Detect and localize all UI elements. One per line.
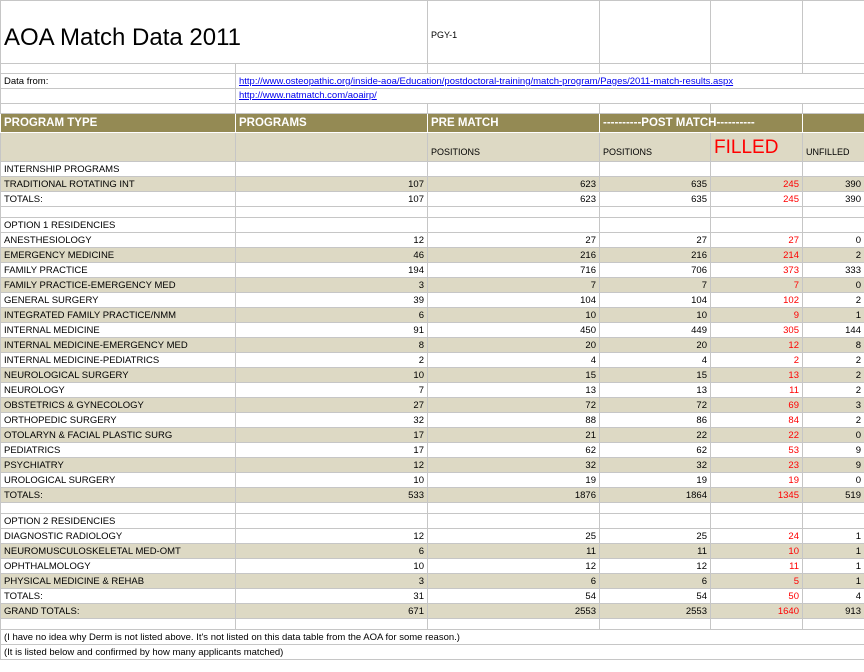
pre-match-positions-cell[interactable]: 27 [428, 233, 600, 248]
empty-cell[interactable] [428, 619, 600, 630]
filled-cell[interactable]: 23 [711, 458, 803, 473]
unfilled-cell[interactable]: 1 [803, 529, 864, 544]
subheader-unfilled[interactable]: UNFILLED [803, 133, 864, 162]
unfilled-cell[interactable]: 390 [803, 177, 864, 192]
subheader-positions-post[interactable]: POSITIONS [600, 133, 711, 162]
pre-match-positions-cell[interactable]: 54 [428, 589, 600, 604]
header-program-type[interactable]: PROGRAM TYPE [1, 114, 236, 133]
post-match-positions-cell[interactable]: 12 [600, 559, 711, 574]
program-type-cell[interactable]: INTERNAL MEDICINE-EMERGENCY MED [1, 338, 236, 353]
pre-match-positions-cell[interactable]: 25 [428, 529, 600, 544]
note-text[interactable]: (It is listed below and confirmed by how many applicants matched) [1, 645, 864, 660]
programs-cell[interactable]: 6 [236, 308, 428, 323]
totals-row [1, 589, 864, 604]
section-title-row [1, 218, 864, 233]
note-row [1, 645, 864, 660]
unfilled-cell[interactable]: 2 [803, 353, 864, 368]
spacer-row [1, 503, 864, 514]
program-type-cell[interactable]: FAMILY PRACTICE-EMERGENCY MED [1, 278, 236, 293]
pre-match-positions-cell[interactable]: 12 [428, 559, 600, 574]
programs-cell[interactable]: 3 [236, 574, 428, 589]
program-type-cell[interactable]: NEUROMUSCULOSKELETAL MED-OMT [1, 544, 236, 559]
table-row [1, 278, 864, 293]
unfilled-cell[interactable]: 333 [803, 263, 864, 278]
programs-cell[interactable]: 107 [236, 192, 428, 207]
empty-cell[interactable] [711, 514, 803, 529]
filled-cell[interactable]: 53 [711, 443, 803, 458]
unfilled-cell[interactable]: 519 [803, 488, 864, 503]
table-row [1, 263, 864, 278]
source-link-1[interactable]: http://www.osteopathic.org/inside-aoa/Education/postdoctoral-training/match-program/Pages/2011-match-results.aspx [239, 75, 734, 87]
program-type-cell[interactable]: ORTHOPEDIC SURGERY [1, 413, 236, 428]
filled-cell[interactable]: 84 [711, 413, 803, 428]
table-row [1, 248, 864, 263]
empty-cell[interactable] [711, 218, 803, 233]
unfilled-cell[interactable]: 1 [803, 308, 864, 323]
table-row [1, 353, 864, 368]
post-match-positions-cell[interactable]: 2553 [600, 604, 711, 619]
program-type-cell[interactable]: PEDIATRICS [1, 443, 236, 458]
empty-cell[interactable] [236, 162, 428, 177]
post-match-positions-cell[interactable]: 27 [600, 233, 711, 248]
programs-cell[interactable]: 12 [236, 529, 428, 544]
pre-match-positions-cell[interactable]: 716 [428, 263, 600, 278]
filled-cell[interactable]: 19 [711, 473, 803, 488]
filled-cell[interactable]: 305 [711, 323, 803, 338]
unfilled-cell[interactable]: 9 [803, 458, 864, 473]
empty-cell[interactable] [428, 218, 600, 233]
filled-cell[interactable]: 1345 [711, 488, 803, 503]
program-type-cell[interactable]: TOTALS: [1, 192, 236, 207]
empty-cell[interactable] [600, 1, 711, 64]
pre-match-positions-cell[interactable]: 7 [428, 278, 600, 293]
unfilled-cell[interactable]: 2 [803, 368, 864, 383]
programs-cell[interactable]: 10 [236, 368, 428, 383]
filled-cell[interactable]: 22 [711, 428, 803, 443]
post-match-positions-cell[interactable]: 32 [600, 458, 711, 473]
programs-cell[interactable]: 39 [236, 293, 428, 308]
table-row [1, 428, 864, 443]
section-title-row [1, 514, 864, 529]
post-match-positions-cell[interactable]: 635 [600, 192, 711, 207]
header-pre-match[interactable]: PRE MATCH [428, 114, 600, 133]
unfilled-cell[interactable]: 1 [803, 544, 864, 559]
pre-match-positions-cell[interactable]: 72 [428, 398, 600, 413]
table-row [1, 529, 864, 544]
empty-cell[interactable] [428, 503, 600, 514]
header-row [1, 114, 864, 133]
pre-match-positions-cell[interactable]: 32 [428, 458, 600, 473]
totals-row [1, 488, 864, 503]
header-programs[interactable]: PROGRAMS [236, 114, 428, 133]
empty-cell[interactable] [711, 1, 803, 64]
filled-cell[interactable]: 12 [711, 338, 803, 353]
pre-match-positions-cell[interactable]: 216 [428, 248, 600, 263]
post-match-positions-cell[interactable]: 7 [600, 278, 711, 293]
empty-cell[interactable] [711, 619, 803, 630]
empty-cell[interactable] [600, 503, 711, 514]
program-type-cell[interactable]: ANESTHESIOLOGY [1, 233, 236, 248]
section-title-row [1, 162, 864, 177]
spacer-row [1, 104, 864, 114]
pre-match-positions-cell[interactable]: 2553 [428, 604, 600, 619]
filled-cell[interactable]: 102 [711, 293, 803, 308]
program-type-cell[interactable]: UROLOGICAL SURGERY [1, 473, 236, 488]
program-type-cell[interactable]: NEUROLOGICAL SURGERY [1, 368, 236, 383]
empty-cell[interactable] [803, 207, 864, 218]
program-type-cell[interactable]: OBSTETRICS & GYNECOLOGY [1, 398, 236, 413]
empty-cell[interactable] [236, 514, 428, 529]
post-match-positions-cell[interactable]: 11 [600, 544, 711, 559]
post-match-positions-cell[interactable]: 19 [600, 473, 711, 488]
unfilled-cell[interactable]: 0 [803, 428, 864, 443]
pre-match-positions-cell[interactable]: 11 [428, 544, 600, 559]
page-title[interactable]: AOA Match Data 2011 [1, 1, 428, 64]
empty-cell[interactable] [600, 218, 711, 233]
empty-cell[interactable] [1, 503, 236, 514]
pre-match-positions-cell[interactable]: 623 [428, 177, 600, 192]
spacer-row [1, 619, 864, 630]
empty-cell[interactable] [600, 619, 711, 630]
program-type-cell[interactable]: DIAGNOSTIC RADIOLOGY [1, 529, 236, 544]
programs-cell[interactable]: 32 [236, 413, 428, 428]
filled-cell[interactable]: 27 [711, 233, 803, 248]
pre-match-positions-cell[interactable]: 88 [428, 413, 600, 428]
post-match-positions-cell[interactable]: 20 [600, 338, 711, 353]
empty-cell[interactable] [1, 133, 236, 162]
pre-match-positions-cell[interactable]: 6 [428, 574, 600, 589]
empty-cell[interactable] [428, 514, 600, 529]
empty-cell[interactable] [600, 514, 711, 529]
table-row [1, 458, 864, 473]
post-match-positions-cell[interactable]: 104 [600, 293, 711, 308]
programs-cell[interactable]: 2 [236, 353, 428, 368]
unfilled-cell[interactable]: 390 [803, 192, 864, 207]
filled-cell[interactable]: 7 [711, 278, 803, 293]
unfilled-cell[interactable]: 2 [803, 293, 864, 308]
empty-cell[interactable] [803, 514, 864, 529]
programs-cell[interactable]: 533 [236, 488, 428, 503]
filled-cell[interactable]: 11 [711, 559, 803, 574]
filled-cell[interactable]: 13 [711, 368, 803, 383]
section-title[interactable]: INTERNSHIP PROGRAMS [1, 162, 236, 177]
unfilled-cell[interactable]: 913 [803, 604, 864, 619]
filled-cell[interactable]: 11 [711, 383, 803, 398]
table-row [1, 443, 864, 458]
program-type-cell[interactable]: TRADITIONAL ROTATING INT [1, 177, 236, 192]
pre-match-positions-cell[interactable]: 1876 [428, 488, 600, 503]
unfilled-cell[interactable]: 1 [803, 574, 864, 589]
table-row [1, 559, 864, 574]
post-match-positions-cell[interactable]: 22 [600, 428, 711, 443]
pre-match-positions-cell[interactable]: 15 [428, 368, 600, 383]
empty-cell[interactable] [600, 207, 711, 218]
table-row [1, 473, 864, 488]
unfilled-cell[interactable]: 9 [803, 443, 864, 458]
pre-match-positions-cell[interactable]: 20 [428, 338, 600, 353]
post-match-positions-cell[interactable]: 86 [600, 413, 711, 428]
program-type-cell[interactable]: TOTALS: [1, 589, 236, 604]
programs-cell[interactable]: 12 [236, 233, 428, 248]
table-row [1, 544, 864, 559]
programs-cell[interactable]: 10 [236, 473, 428, 488]
programs-cell[interactable]: 8 [236, 338, 428, 353]
filled-cell[interactable]: 373 [711, 263, 803, 278]
unfilled-cell[interactable]: 2 [803, 248, 864, 263]
pre-match-positions-cell[interactable]: 21 [428, 428, 600, 443]
empty-cell[interactable] [711, 503, 803, 514]
post-match-positions-cell[interactable]: 15 [600, 368, 711, 383]
empty-cell[interactable] [803, 114, 864, 133]
programs-cell[interactable]: 107 [236, 177, 428, 192]
post-match-positions-cell[interactable]: 72 [600, 398, 711, 413]
table-row [1, 177, 864, 192]
program-type-cell[interactable]: EMERGENCY MEDICINE [1, 248, 236, 263]
program-type-cell[interactable]: OTOLARYN & FACIAL PLASTIC SURG [1, 428, 236, 443]
note-text[interactable]: (I have no idea why Derm is not listed above. It's not listed on this data table from the AOA for some reason.) [1, 630, 864, 645]
grand-totals-row [1, 604, 864, 619]
post-match-positions-cell[interactable]: 10 [600, 308, 711, 323]
filled-cell[interactable]: 245 [711, 177, 803, 192]
program-type-cell[interactable]: OPHTHALMOLOGY [1, 559, 236, 574]
filled-cell[interactable]: 214 [711, 248, 803, 263]
empty-cell[interactable] [428, 162, 600, 177]
post-match-positions-cell[interactable]: 62 [600, 443, 711, 458]
unfilled-cell[interactable]: 4 [803, 589, 864, 604]
subheader-positions-pre[interactable]: POSITIONS [428, 133, 600, 162]
subheader-filled[interactable]: FILLED [711, 133, 803, 162]
spacer-row [1, 64, 864, 74]
table-row [1, 338, 864, 353]
subheader-row [1, 133, 864, 162]
source-row-2 [1, 89, 864, 104]
filled-cell[interactable]: 245 [711, 192, 803, 207]
table-row [1, 574, 864, 589]
table-row [1, 293, 864, 308]
program-type-cell[interactable]: FAMILY PRACTICE [1, 263, 236, 278]
unfilled-cell[interactable]: 8 [803, 338, 864, 353]
source-link-1-cell [236, 74, 864, 89]
empty-cell[interactable] [236, 503, 428, 514]
header-post-match[interactable]: ----------POST MATCH---------- [600, 114, 803, 133]
empty-cell[interactable] [236, 207, 428, 218]
programs-cell[interactable]: 27 [236, 398, 428, 413]
pre-match-positions-cell[interactable]: 10 [428, 308, 600, 323]
unfilled-cell[interactable]: 1 [803, 559, 864, 574]
filled-cell[interactable]: 10 [711, 544, 803, 559]
post-match-positions-cell[interactable]: 13 [600, 383, 711, 398]
program-type-cell[interactable]: INTERNAL MEDICINE [1, 323, 236, 338]
programs-cell[interactable]: 671 [236, 604, 428, 619]
program-type-cell[interactable]: TOTALS: [1, 488, 236, 503]
programs-cell[interactable]: 3 [236, 278, 428, 293]
filled-cell[interactable]: 2 [711, 353, 803, 368]
programs-cell[interactable]: 31 [236, 589, 428, 604]
empty-cell[interactable] [236, 218, 428, 233]
empty-cell[interactable] [1, 89, 236, 104]
empty-cell[interactable] [803, 218, 864, 233]
post-match-positions-cell[interactable]: 1864 [600, 488, 711, 503]
post-match-positions-cell[interactable]: 706 [600, 263, 711, 278]
section-title[interactable]: OPTION 1 RESIDENCIES [1, 218, 236, 233]
filled-cell[interactable]: 69 [711, 398, 803, 413]
table-row [1, 323, 864, 338]
program-type-cell[interactable]: INTERNAL MEDICINE-PEDIATRICS [1, 353, 236, 368]
pgy-label[interactable]: PGY-1 [428, 1, 600, 64]
post-match-positions-cell[interactable]: 25 [600, 529, 711, 544]
post-match-positions-cell[interactable]: 4 [600, 353, 711, 368]
unfilled-cell[interactable]: 0 [803, 278, 864, 293]
post-match-positions-cell[interactable]: 216 [600, 248, 711, 263]
totals-row [1, 192, 864, 207]
source-link-2-cell [236, 89, 864, 104]
program-type-cell[interactable]: GENERAL SURGERY [1, 293, 236, 308]
post-match-positions-cell[interactable]: 6 [600, 574, 711, 589]
spacer-row [1, 207, 864, 218]
empty-cell[interactable] [236, 619, 428, 630]
unfilled-cell[interactable]: 2 [803, 413, 864, 428]
empty-cell[interactable] [803, 162, 864, 177]
empty-cell[interactable] [428, 207, 600, 218]
empty-cell[interactable] [1, 619, 236, 630]
unfilled-cell[interactable]: 0 [803, 473, 864, 488]
pre-match-positions-cell[interactable]: 450 [428, 323, 600, 338]
source-row [1, 74, 864, 89]
empty-cell[interactable] [600, 162, 711, 177]
source-link-2[interactable]: http://www.natmatch.com/aoairp/ [239, 90, 377, 101]
program-type-cell[interactable]: NEUROLOGY [1, 383, 236, 398]
unfilled-cell[interactable]: 0 [803, 233, 864, 248]
table-row [1, 398, 864, 413]
post-match-positions-cell[interactable]: 449 [600, 323, 711, 338]
filled-cell[interactable]: 50 [711, 589, 803, 604]
post-match-positions-cell[interactable]: 635 [600, 177, 711, 192]
filled-cell[interactable]: 24 [711, 529, 803, 544]
pre-match-positions-cell[interactable]: 19 [428, 473, 600, 488]
unfilled-cell[interactable]: 3 [803, 398, 864, 413]
program-type-cell[interactable]: INTEGRATED FAMILY PRACTICE/NMM [1, 308, 236, 323]
empty-cell[interactable] [711, 162, 803, 177]
post-match-positions-cell[interactable]: 54 [600, 589, 711, 604]
pre-match-positions-cell[interactable]: 62 [428, 443, 600, 458]
program-type-cell[interactable]: PHYSICAL MEDICINE & REHAB [1, 574, 236, 589]
programs-cell[interactable]: 46 [236, 248, 428, 263]
table-row [1, 233, 864, 248]
note-row [1, 630, 864, 645]
table-row [1, 383, 864, 398]
unfilled-cell[interactable]: 144 [803, 323, 864, 338]
section-title[interactable]: OPTION 2 RESIDENCIES [1, 514, 236, 529]
empty-cell[interactable] [711, 207, 803, 218]
table-row [1, 308, 864, 323]
empty-cell[interactable] [803, 503, 864, 514]
programs-cell[interactable]: 91 [236, 323, 428, 338]
programs-cell[interactable]: 17 [236, 428, 428, 443]
program-type-cell[interactable]: GRAND TOTALS: [1, 604, 236, 619]
filled-cell[interactable]: 1640 [711, 604, 803, 619]
programs-cell[interactable]: 194 [236, 263, 428, 278]
table-row [1, 413, 864, 428]
empty-cell[interactable] [236, 133, 428, 162]
program-type-cell[interactable]: PSYCHIATRY [1, 458, 236, 473]
empty-cell[interactable] [803, 619, 864, 630]
pre-match-positions-cell[interactable]: 4 [428, 353, 600, 368]
programs-cell[interactable]: 10 [236, 559, 428, 574]
empty-cell[interactable] [1, 207, 236, 218]
unfilled-cell[interactable]: 2 [803, 383, 864, 398]
source-label[interactable]: Data from: [1, 74, 236, 89]
programs-cell[interactable]: 17 [236, 443, 428, 458]
programs-cell[interactable]: 7 [236, 383, 428, 398]
filled-cell[interactable]: 5 [711, 574, 803, 589]
pre-match-positions-cell[interactable]: 104 [428, 293, 600, 308]
pre-match-positions-cell[interactable]: 13 [428, 383, 600, 398]
programs-cell[interactable]: 12 [236, 458, 428, 473]
table-row [1, 368, 864, 383]
title-row [1, 1, 864, 64]
programs-cell[interactable]: 6 [236, 544, 428, 559]
pre-match-positions-cell[interactable]: 623 [428, 192, 600, 207]
filled-cell[interactable]: 9 [711, 308, 803, 323]
empty-cell[interactable] [803, 1, 864, 64]
